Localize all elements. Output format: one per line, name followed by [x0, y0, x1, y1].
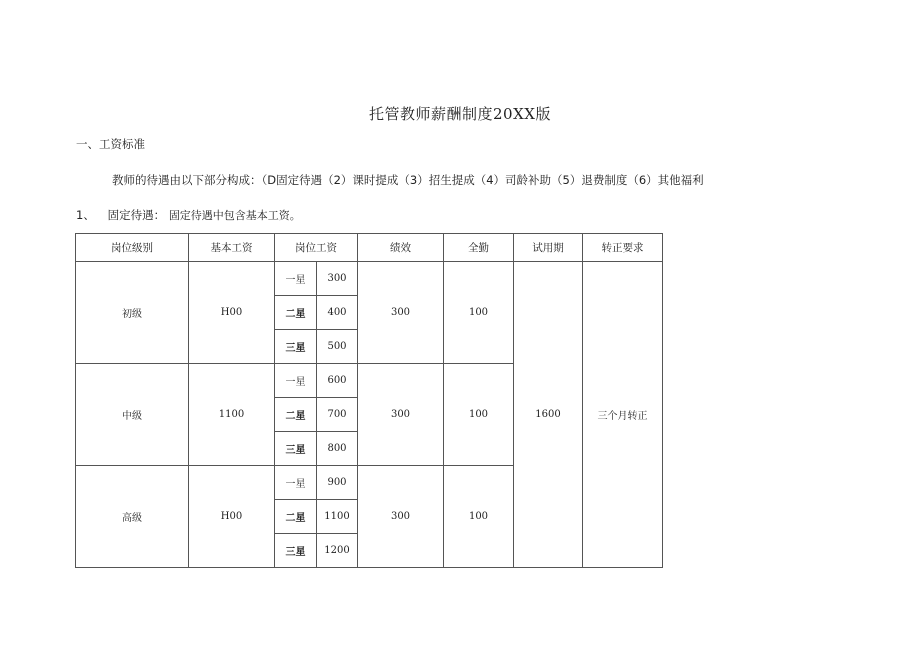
star-name-cell: 一星 — [275, 364, 317, 398]
salary-table — [75, 233, 663, 568]
base-salary-cell: H00 — [189, 262, 275, 364]
item-fixed-pay — [76, 207, 301, 223]
star-value-cell: 1200 — [317, 534, 358, 568]
performance-cell: 300 — [358, 262, 444, 364]
star-value-cell: 800 — [317, 432, 358, 466]
item-label: 固定待遇： — [107, 208, 166, 222]
section-heading: 一、工资标准 — [76, 137, 145, 151]
header-base-salary: 基本工资 — [189, 234, 275, 262]
star-name-cell: 二星 — [275, 500, 317, 534]
document-title: 托管教师薪酬制度20XX版 — [369, 105, 551, 123]
star-name-cell: 三星 — [275, 330, 317, 364]
probation-cell: 1600 — [514, 262, 583, 568]
level-cell: 中级 — [76, 364, 189, 466]
performance-cell: 300 — [358, 364, 444, 466]
star-name-cell: 二星 — [275, 296, 317, 330]
star-value-cell: 400 — [317, 296, 358, 330]
star-value-cell: 500 — [317, 330, 358, 364]
header-regularization: 转正要求 — [583, 234, 663, 262]
performance-cell: 300 — [358, 466, 444, 568]
star-value-cell: 600 — [317, 364, 358, 398]
star-value-cell: 300 — [317, 262, 358, 296]
header-level: 岗位级别 — [76, 234, 189, 262]
intro-paragraph: 教师的待遇由以下部分构成：（D固定待遇（2）课时提成（3）招生提成（4）司龄补助（5）退费制度（6）其他福利 — [112, 173, 704, 187]
item-number: 1、 — [76, 208, 95, 222]
star-name-cell: 三星 — [275, 534, 317, 568]
item-description: 固定待遇中包含基本工资。 — [168, 209, 301, 222]
base-salary-cell: H00 — [189, 466, 275, 568]
header-probation: 试用期 — [514, 234, 583, 262]
star-value-cell: 900 — [317, 466, 358, 500]
star-name-cell: 一星 — [275, 466, 317, 500]
header-performance: 绩效 — [358, 234, 444, 262]
table-header-row — [76, 234, 663, 262]
attendance-cell: 100 — [444, 466, 514, 568]
header-position-salary: 岗位工资 — [275, 234, 358, 262]
regularization-cell: 三个月转正 — [583, 262, 663, 568]
star-name-cell: 二星 — [275, 398, 317, 432]
table-row — [76, 262, 663, 296]
attendance-cell: 100 — [444, 262, 514, 364]
star-name-cell: 三星 — [275, 432, 317, 466]
star-name-cell: 一星 — [275, 262, 317, 296]
header-attendance: 全勤 — [444, 234, 514, 262]
star-value-cell: 700 — [317, 398, 358, 432]
star-value-cell: 1100 — [317, 500, 358, 534]
attendance-cell: 100 — [444, 364, 514, 466]
level-cell: 初级 — [76, 262, 189, 364]
base-salary-cell: 1100 — [189, 364, 275, 466]
level-cell: 高级 — [76, 466, 189, 568]
